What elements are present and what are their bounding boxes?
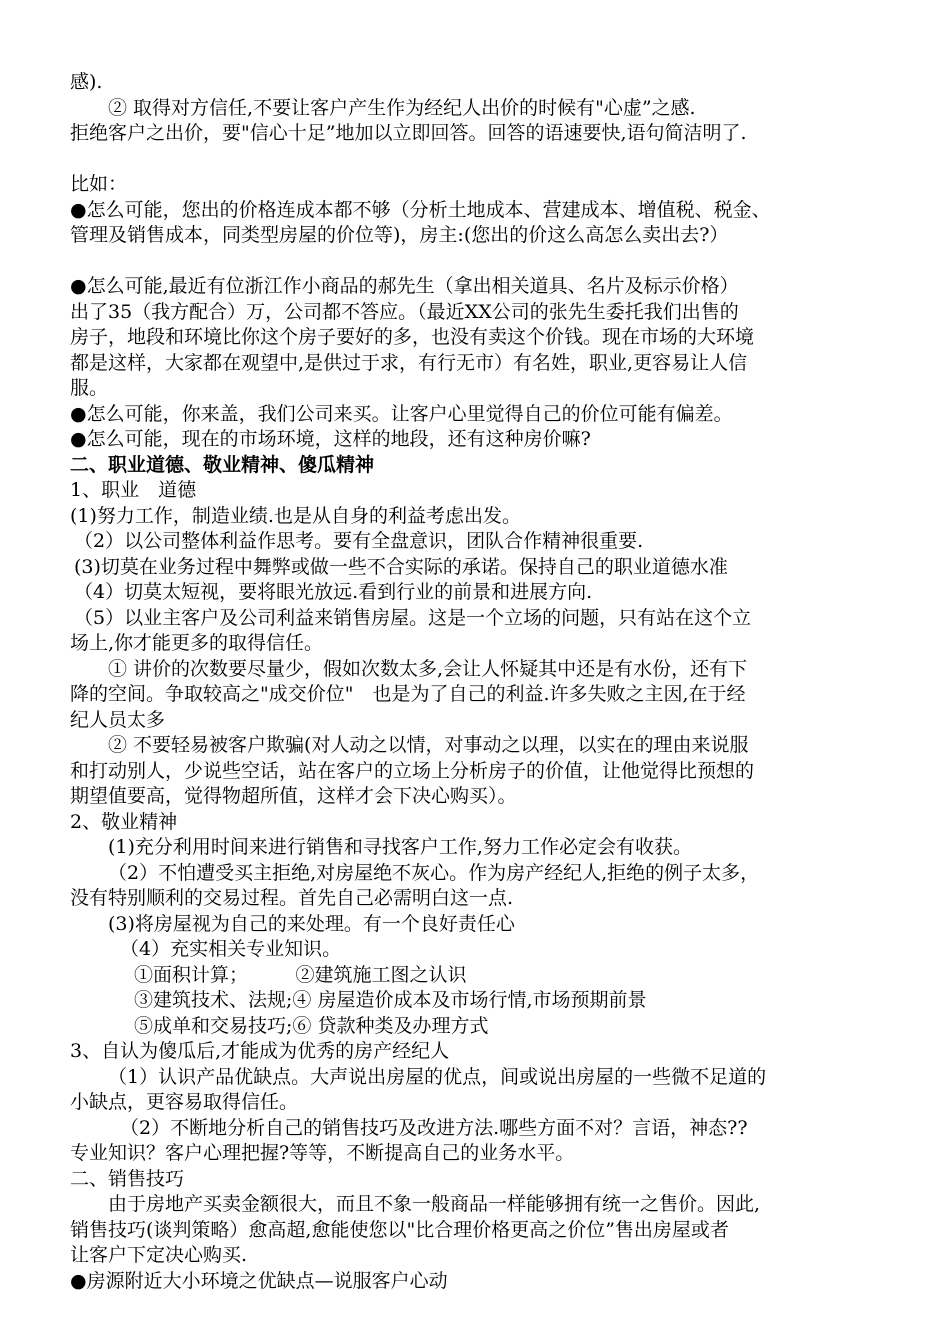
text-line: （5）以业主客户及公司利益来销售房屋。这是一个立场的问题，只有站在这个立 <box>74 606 752 629</box>
text-line: 纪人员太多 <box>70 708 166 731</box>
text-line: 1、职业 道德 <box>70 479 197 501</box>
text-line: （1）认识产品优缺点。大声说出房屋的优点，间或说出房屋的一些微不足道的 <box>108 1065 767 1088</box>
text-line: 服。 <box>70 377 109 399</box>
text-line: 感). <box>70 71 103 93</box>
text-line: 比如： <box>70 173 128 195</box>
text-line: （4）充实相关专业知识。 <box>120 938 342 960</box>
text-line: 管理及销售成本，同类型房屋的价位等)，房主:(您出的价这么高怎么卖出去?） <box>70 224 729 246</box>
text-line: ●怎么可能，现在的市场环境，这样的地段，还有这种房价嘛? <box>70 428 591 450</box>
blank-line <box>70 249 910 275</box>
text-line: ●怎么可能，您出的价格连成本都不够（分析土地成本、营建成本、增值税、税金、 <box>70 198 771 221</box>
text-line: 和打动别人，少说些空话，站在客户的立场上分析房子的价值，让他觉得比预想的 <box>70 759 755 782</box>
text-line: (1)充分利用时间来进行销售和寻找客户工作,努力工作必定会有收获。 <box>108 836 692 858</box>
text-line: 让客户下定决心购买. <box>70 1244 248 1266</box>
text-line: ●房源附近大小环境之优缺点—说服客户心动 <box>70 1269 448 1292</box>
text-line: 拒绝客户之出价，要"信心十足”地加以立即回答。回答的语速要快,语句简洁明了. <box>70 122 747 144</box>
text-line: ①面积计算； ②建筑施工图之认识 <box>134 963 467 986</box>
text-line: (3)切莫在业务过程中舞弊或做一些不合实际的承诺。保持自己的职业道德水准 <box>74 555 728 578</box>
text-line: 都是这样，大家都在观望中,是供过于求，有行无市）有名姓，职业,更容易让人信 <box>70 351 748 374</box>
text-line: （2）以公司整体利益作思考。要有全盘意识，团队合作精神很重要. <box>74 530 644 552</box>
text-line: （2）不断地分析自己的销售技巧及改进方法.哪些方面不对？言语，神态?? <box>120 1116 748 1139</box>
text-line: (1)努力工作，制造业绩.也是从自身的利益考虑出发。 <box>70 504 521 527</box>
text-line: 由于房地产买卖金额很大，而且不象一般商品一样能够拥有统一之售价。因此, <box>108 1193 761 1215</box>
text-line: (3)将房屋视为自己的来处理。有一个良好责任心 <box>108 912 515 935</box>
text-line: 降的空间。争取较高之"成交价位" 也是为了自己的利益.许多失败之主因,在于经 <box>70 683 746 705</box>
section-heading: 二、职业道德、敬业精神、傻瓜精神 <box>70 453 375 476</box>
text-line: ⑤成单和交易技巧;⑥ 贷款种类及办理方式 <box>134 1014 489 1037</box>
text-line: 二、销售技巧 <box>70 1167 185 1190</box>
text-line: （4）切莫太短视，要将眼光放远.看到行业的前景和进展方向. <box>74 581 593 603</box>
text-line: 3、自认为傻瓜后,才能成为优秀的房产经纪人 <box>70 1040 450 1062</box>
text-line: ② 不要轻易被客户欺骗(对人动之以情，对事动之以理，以实在的理由来说服 <box>108 734 749 756</box>
text-line: 专业知识？客户心理把握?等等，不断提高自己的业务水平。 <box>70 1142 575 1164</box>
text-line: 没有特别顺利的交易过程。首先自己必需明白这一点. <box>70 887 514 909</box>
text-line: 小缺点，更容易取得信任。 <box>70 1091 299 1113</box>
text-line: 出了35（我方配合）万，公司都不答应。（最近XX公司的张先生委托我们出售的 <box>70 300 739 323</box>
text-line: ② 取得对方信任,不要让客户产生作为经纪人出价的时候有"心虚”之感. <box>108 96 696 119</box>
text-line: 场上,你才能更多的取得信任。 <box>70 632 324 654</box>
text-line: 2、敬业精神 <box>70 810 178 833</box>
text-line: 房子，地段和环境比你这个房子要好的多，也没有卖这个价钱。现在市场的大环境 <box>70 326 755 348</box>
text-line: ③建筑技术、法规;④ 房屋造价成本及市场行情,市场预期前景 <box>134 989 647 1011</box>
text-line: ① 讲价的次数要尽量少，假如次数太多,会让人怀疑其中还是有水份，还有下 <box>108 657 748 680</box>
text-line: ●怎么可能,最近有位浙江作小商品的郝先生（拿出相关道具、名片及标示价格） <box>70 275 739 297</box>
text-line: 销售技巧(谈判策略）愈高超,愈能使您以"比合理价格更高之价位”售出房屋或者 <box>70 1218 729 1241</box>
text-line: 期望值要高，觉得物超所值，这样才会下决心购买）。 <box>70 785 517 807</box>
text-line: ●怎么可能，你来盖，我们公司来买。让客户心里觉得自己的价位可能有偏差。 <box>70 402 733 425</box>
text-line: （2）不怕遭受买主拒绝,对房屋绝不灰心。作为房产经纪人,拒绝的例子太多， <box>108 861 760 884</box>
blank-line <box>70 147 910 173</box>
